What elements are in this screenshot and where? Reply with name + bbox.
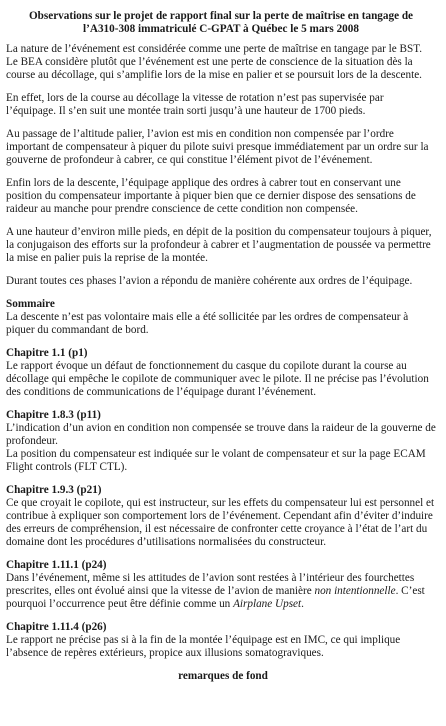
section-chapitre-1-11-4 xyxy=(6,621,436,660)
section-text: La descente n’est pas volontaire mais elle a été sollicitée par les ordres de compensateur à piquer du commandant de bord. xyxy=(6,311,409,336)
text-run: . xyxy=(301,598,304,610)
section-heading: Chapitre 1.9.3 (p21) xyxy=(6,484,102,496)
section-chapitre-1-11-1 xyxy=(6,559,436,611)
section-heading: Sommaire xyxy=(6,298,55,310)
section-heading: Chapitre 1.1 (p1) xyxy=(6,347,88,359)
section-heading: Chapitre 1.11.1 (p24) xyxy=(6,559,107,571)
section-text: L’indication d’un avion en condition non compensée se trouve dans la raideur de la gouverne de profondeur. xyxy=(6,422,436,447)
intro-paragraph-6: Durant toutes ces phases l’avion a répondu de manière cohérente aux ordres de l’équipage. xyxy=(6,275,413,287)
text-run: Dans l’événement, même si les attitudes de l’avion sont restées à l’intérieur des fourchettes prescrites, elles ont évolué ainsi que la vitesse de l’avion de manière xyxy=(6,572,415,597)
section-chapitre-1-9-3 xyxy=(6,484,436,549)
intro-paragraph-3: Au passage de l’altitude palier, l’avion est mis en condition non compensée par l’ordre important de compensateur à piquer du pilote suivi presque immédiatement par un ordre sur la gouverne de profondeur à cabrer, ce qui constitue l’élément pivot de l’événement. xyxy=(6,128,429,166)
intro-paragraph-2: En effet, lors de la course au décollage la vitesse de rotation n’est pas supervisée par l’équipage. Il s’en suit une montée train sorti jusqu’à une hauteur de 1700 pieds. xyxy=(6,92,384,117)
section-heading: Chapitre 1.8.3 (p11) xyxy=(6,409,101,421)
section-sommaire xyxy=(6,298,436,337)
section-text: Ce que croyait le copilote, qui est instructeur, sur les effets du compensateur lui est personnel et contribue à expliquer son comportement lors de l’événement. Cependant afin d’éviter d’induire des erreurs de compréhension, il est nécessaire de confronter cette croyance à l’état de l’art du domaine dont les procédures d’utilisations normalisées du constructeur. xyxy=(6,497,435,548)
section-text: Le rapport ne précise pas si à la fin de la montée l’équipage est en IMC, ce qui implique l’absence de repères extérieurs, propice aux illusions somatograviques. xyxy=(6,634,401,659)
emphasis-text: Airplane Upset xyxy=(233,598,302,610)
section-chapitre-1-1 xyxy=(6,347,436,399)
section-text: Le rapport évoque un défaut de fonctionnement du casque du copilote durant la course au décollage qui empêche le copilote de communiquer avec le pilote. Il ne précise pas l’évolution des conditions de communications de l’équipage durant l’événement. xyxy=(6,360,429,398)
section-text: La position du compensateur est indiquée sur le volant de compensateur et sur la page ECAM Flight controls (FLT CTL). xyxy=(6,448,426,473)
title-line-2: l’A310-308 immatriculé C-GPAT à Québec le 5 mars 2008 xyxy=(83,23,359,35)
section-text xyxy=(6,572,436,611)
title-line-1: Observations sur le projet de rapport final sur la perte de maîtrise en tangage de xyxy=(28,10,414,22)
section-heading: Chapitre 1.11.4 (p26) xyxy=(6,621,107,633)
emphasis-text: non intentionnelle xyxy=(314,585,396,597)
intro-paragraph-1: La nature de l’événement est considérée comme une perte de maîtrise en tangage par le BST. Le BEA considère plutôt que l’événement est une perte de conscience de la situation dès la course au décollage, qui s’amplifie lors de la mise en palier et se poursuit lors de la descente. xyxy=(6,43,423,81)
section-chapitre-1-8-3 xyxy=(6,409,436,474)
footer-note: remarques de fond xyxy=(178,670,268,682)
intro-paragraph-5: A une hauteur d’environ mille pieds, en dépit de la position du compensateur toujours à piquer, la conjugaison des efforts sur la profondeur à cabrer et l’augmentation de poussée va permettre la mise en palier puis la reprise de la montée. xyxy=(6,226,432,264)
document-title xyxy=(6,10,436,36)
intro-paragraph-4: Enfin lors de la descente, l’équipage applique des ordres à cabrer tout en conservant une position du compensateur importante à piquer bien que ce dernier dispose des sensations de raideur au manche pour prendre conscience de cette condition non compensée. xyxy=(6,177,416,215)
text-run: . C’est pourquoi l’occurrence peut être définie comme un xyxy=(6,585,425,610)
